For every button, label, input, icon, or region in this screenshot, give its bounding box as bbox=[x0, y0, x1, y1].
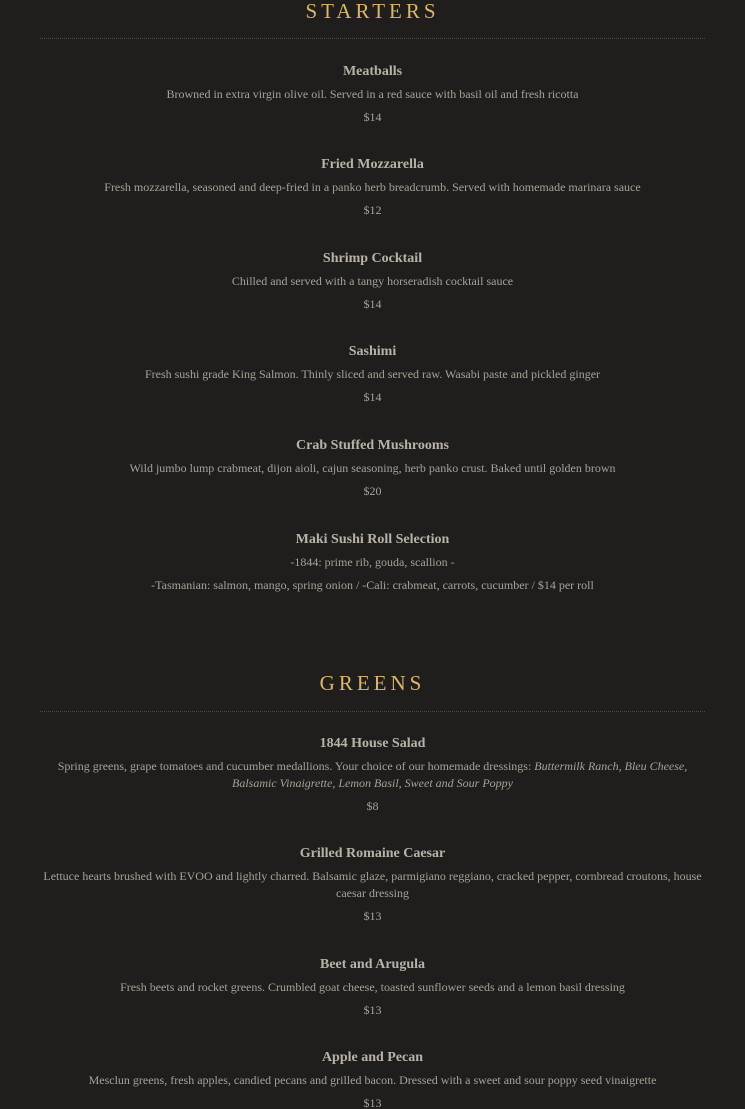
item-name: Fried Mozzarella bbox=[321, 157, 424, 172]
item-name: Grilled Romaine Caesar bbox=[299, 846, 446, 861]
item-description: Mesclun greens, fresh apples, candied pecans and grilled bacon. Dressed with a sweet and sour poppy seed vinaigrette bbox=[88, 1073, 657, 1087]
item-price: $14 bbox=[363, 390, 382, 404]
dressing-options: Buttermilk Ranch, Bleu Cheese, Balsamic Vinaigrette, Lemon Basil, Sweet and Sour Poppy bbox=[232, 759, 688, 790]
menu-item-crab-stuffed-mushrooms bbox=[40, 438, 705, 499]
greens-heading: GREENS bbox=[319, 671, 426, 695]
starters-divider bbox=[40, 38, 705, 39]
menu-item-maki-sushi-roll-selection bbox=[40, 532, 705, 594]
item-price: $8 bbox=[366, 799, 379, 813]
item-description: Chilled and served with a tangy horseradish cocktail sauce bbox=[231, 274, 514, 288]
menu-item-meatballs bbox=[40, 64, 705, 125]
item-price: $13 bbox=[363, 1003, 382, 1017]
item-name: Maki Sushi Roll Selection bbox=[295, 532, 450, 547]
greens-divider bbox=[40, 711, 705, 712]
menu-item-sashimi bbox=[40, 344, 705, 405]
item-description-line-2: -Tasmanian: salmon, mango, spring onion / -Cali: crabmeat, carrots, cucumber / $14 per roll bbox=[151, 578, 594, 592]
item-description-line-1: -1844: prime rib, gouda, scallion - bbox=[290, 555, 455, 569]
item-description-text: Spring greens, grape tomatoes and cucumber medallions. Your choice of our homemade dressings: bbox=[57, 759, 535, 773]
item-price: $12 bbox=[363, 203, 382, 217]
starters-heading: STARTERS bbox=[305, 0, 440, 23]
menu-item-1844-house-salad bbox=[40, 736, 705, 814]
item-name: Meatballs bbox=[342, 64, 403, 79]
item-price: $13 bbox=[363, 909, 382, 923]
item-price: $20 bbox=[363, 484, 382, 498]
item-name: Beet and Arugula bbox=[319, 957, 425, 972]
item-price: $14 bbox=[363, 110, 382, 124]
menu-item-apple-and-pecan bbox=[40, 1050, 705, 1109]
item-description: Fresh mozzarella, seasoned and deep-fried in a panko herb breadcrumb. Served with homemade marinara sauce bbox=[104, 180, 641, 194]
item-name: Crab Stuffed Mushrooms bbox=[296, 438, 449, 453]
item-name: Shrimp Cocktail bbox=[322, 251, 423, 266]
menu-item-shrimp-cocktail bbox=[40, 251, 705, 312]
menu-item-fried-mozzarella bbox=[40, 157, 705, 218]
item-description: Browned in extra virgin olive oil. Served in a red sauce with basil oil and fresh ricotta bbox=[166, 87, 579, 101]
item-price: $13 bbox=[363, 1096, 382, 1109]
item-description bbox=[40, 758, 705, 792]
item-description: Wild jumbo lump crabmeat, dijon aioli, cajun seasoning, herb panko crust. Baked until golden brown bbox=[129, 461, 616, 475]
item-price: $14 bbox=[363, 297, 382, 311]
item-name: Apple and Pecan bbox=[321, 1050, 424, 1065]
menu-item-beet-and-arugula bbox=[40, 957, 705, 1018]
item-description: Fresh sushi grade King Salmon. Thinly sliced and served raw. Wasabi paste and pickled ginger bbox=[144, 367, 601, 381]
item-name: 1844 House Salad bbox=[319, 736, 426, 751]
menu-item-grilled-romaine-caesar bbox=[40, 846, 705, 924]
item-name: Sashimi bbox=[348, 344, 397, 359]
item-description: Lettuce hearts brushed with EVOO and lightly charred. Balsamic glaze, parmigiano reggiano, cracked pepper, cornbread croutons, house caesar dressing bbox=[43, 869, 702, 900]
item-description: Fresh beets and rocket greens. Crumbled goat cheese, toasted sunflower seeds and a lemon basil dressing bbox=[120, 980, 625, 994]
